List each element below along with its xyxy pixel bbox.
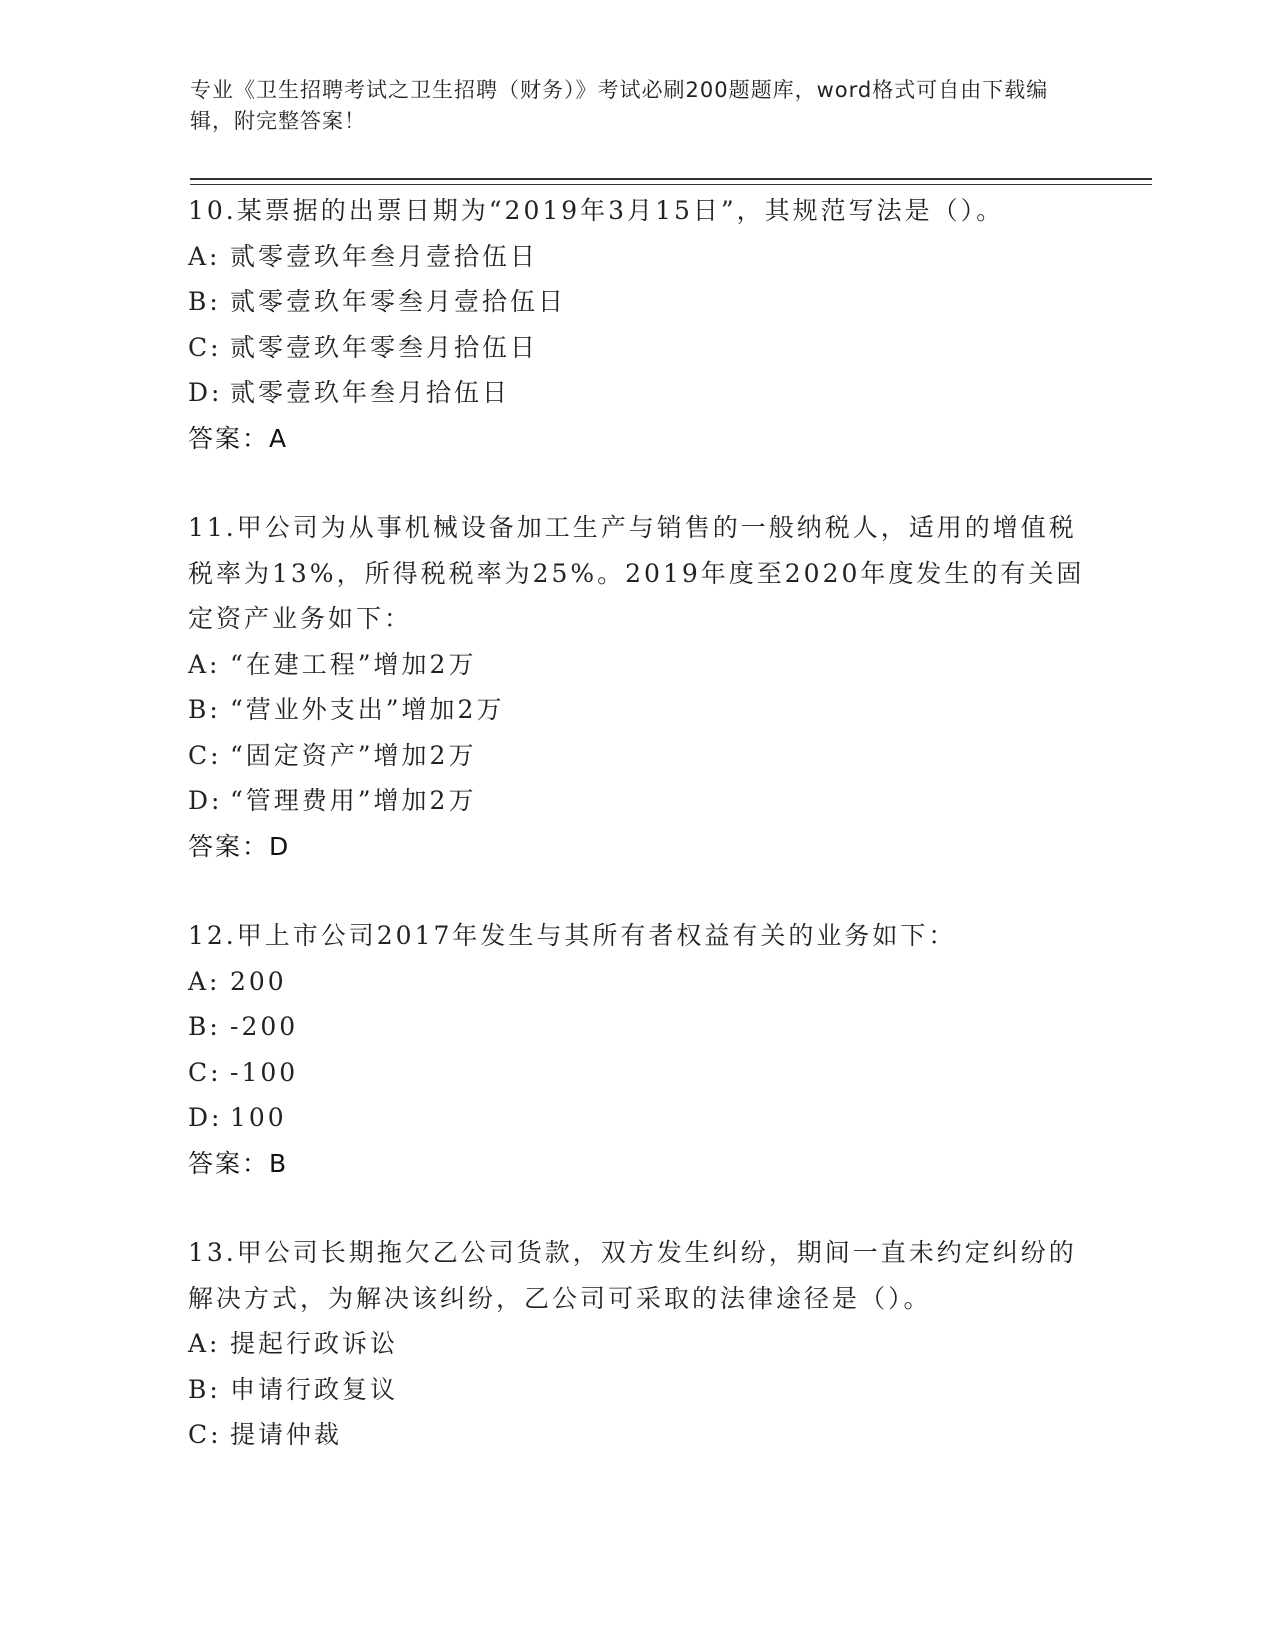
question-text: 13.甲公司长期拖欠乙公司货款，双方发生纠纷，期间一直未约定纠纷的解决方式，为解决该纠纷，乙公司可采取的法律途径是（）。 (188, 1238, 1077, 1313)
option-key: B: (188, 287, 221, 316)
option-key: A: (188, 649, 221, 679)
option-text: 100 (230, 1103, 287, 1132)
option-key: C: (188, 332, 222, 362)
option-text: “固定资产”增加2万 (230, 740, 477, 770)
answer-line: 答案：D (188, 831, 291, 861)
option-text: 提请仲裁 (230, 1420, 343, 1449)
option-text: “营业外支出”增加2万 (230, 695, 505, 724)
option-a (188, 642, 1088, 688)
option-text: 贰零壹玖年零叁月拾伍日 (230, 332, 539, 362)
option-text: “在建工程”增加2万 (230, 649, 477, 679)
answer-line: 答案：A (188, 423, 289, 453)
option-b (188, 1004, 1088, 1050)
option-c (188, 1412, 1088, 1458)
question-list (188, 188, 1088, 1502)
option-text: 申请行政复议 (230, 1374, 399, 1404)
option-a (188, 959, 1088, 1005)
question-text: 11.甲公司为从事机械设备加工生产与销售的一般纳税人，适用的增值税税率为13%，所得税税率为25%。2019年度至2020年度发生的有关固定资产业务如下： (188, 513, 1085, 633)
option-b (188, 687, 1088, 733)
option-c (188, 733, 1088, 779)
option-b (188, 279, 1088, 325)
question-text: 12.甲上市公司2017年发生与其所有者权益有关的业务如下： (188, 921, 957, 950)
option-d (188, 778, 1088, 824)
option-key: C: (188, 1057, 222, 1087)
option-key: C: (188, 740, 222, 770)
option-text: 200 (230, 966, 287, 996)
option-a (188, 1321, 1088, 1367)
header-divider-thin (190, 184, 1152, 185)
option-text: 贰零壹玖年零叁月壹拾伍日 (230, 287, 567, 316)
option-key: C: (188, 1420, 222, 1449)
question-13 (188, 1230, 1088, 1458)
option-text: “管理费用”增加2万 (230, 786, 477, 815)
option-key: D: (188, 786, 223, 815)
option-key: B: (188, 1374, 221, 1404)
question-12 (188, 913, 1088, 1186)
option-c (188, 1050, 1088, 1096)
document-header: 专业《卫生招聘考试之卫生招聘（财务）》考试必刷200题题库，word格式可自由下载编辑，附完整答案！ (190, 78, 1049, 133)
answer-line: 答案：B (188, 1148, 289, 1178)
option-d (188, 370, 1088, 416)
option-key: A: (188, 966, 221, 996)
option-b (188, 1367, 1088, 1413)
option-text: 贰零壹玖年叁月拾伍日 (230, 378, 511, 407)
option-key: A: (188, 1329, 221, 1358)
option-key: B: (188, 1012, 221, 1041)
question-text: 10.某票据的出票日期为“2019年3月15日”，其规范写法是（）。 (188, 196, 1005, 225)
option-key: B: (188, 695, 221, 724)
option-text: 贰零壹玖年叁月壹拾伍日 (230, 241, 539, 271)
option-c (188, 325, 1088, 371)
option-text: -200 (230, 1012, 299, 1041)
question-10 (188, 188, 1088, 461)
option-key: D: (188, 1103, 223, 1132)
header-divider-thick (190, 178, 1152, 180)
question-11 (188, 505, 1088, 869)
option-text: -100 (230, 1057, 299, 1087)
option-key: D: (188, 378, 223, 407)
option-a (188, 234, 1088, 280)
option-d (188, 1095, 1088, 1141)
option-key: A: (188, 241, 221, 271)
option-text: 提起行政诉讼 (230, 1329, 399, 1358)
